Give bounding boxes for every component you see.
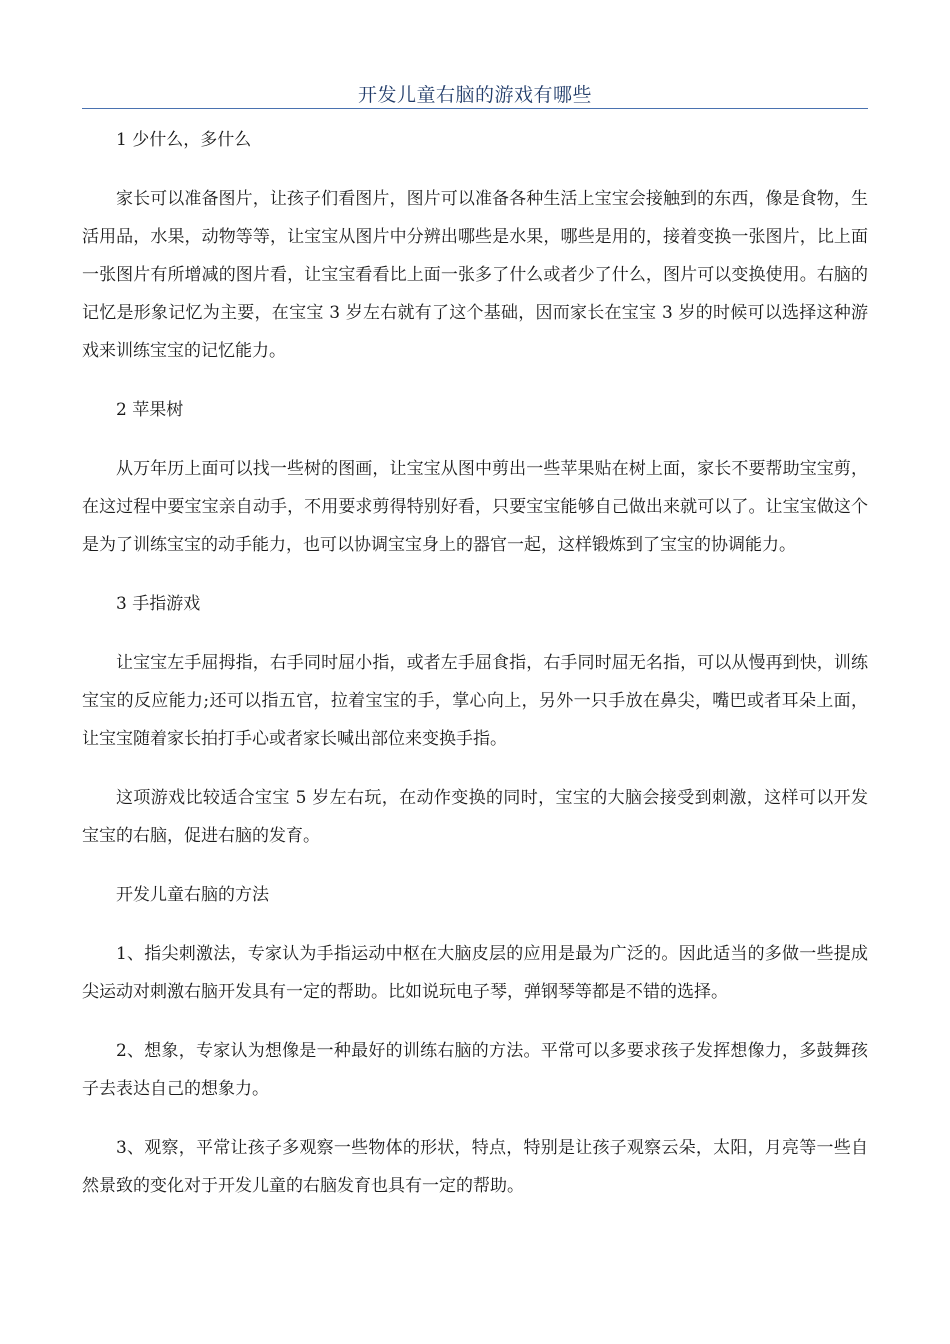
section-paragraph-3: 让宝宝左手屈拇指，右手同时屈小指，或者左手屈食指，右手同时屈无名指，可以从慢再到快，训练宝宝的反应能力;还可以指五官，拉着宝宝的手，掌心向上，另外一只手放在鼻尖，嘴巴或者耳朵上面，让宝宝随着家长拍打手心或者家长喊出部位来变换手指。 xyxy=(82,653,868,749)
method-paragraph-3: 3、观察，平常让孩子多观察一些物体的形状，特点，特别是让孩子观察云朵，太阳，月亮等一些自然景致的变化对于开发儿童的右脑发育也具有一定的帮助。 xyxy=(82,1138,868,1196)
section-heading-methods: 开发儿童右脑的方法 xyxy=(116,885,269,905)
title-underline xyxy=(82,108,868,109)
section-heading-3: 3 手指游戏 xyxy=(116,594,201,614)
document-title: 开发儿童右脑的游戏有哪些 xyxy=(357,84,592,106)
section-paragraph-2: 从万年历上面可以找一些树的图画，让宝宝从图中剪出一些苹果贴在树上面，家长不要帮助宝宝剪，在这过程中要宝宝亲自动手，不用要求剪得特别好看，只要宝宝能够自己做出来就可以了。让宝宝做这个是为了训练宝宝的动手能力，也可以协调宝宝身上的器官一起，这样锻炼到了宝宝的协调能力。 xyxy=(82,459,868,555)
method-paragraph-2: 2、想象，专家认为想像是一种最好的训练右脑的方法。平常可以多要求孩子发挥想像力，多鼓舞孩子去表达自己的想象力。 xyxy=(82,1041,868,1099)
section-heading-2: 2 苹果树 xyxy=(116,400,184,420)
method-paragraph-1: 1、指尖刺激法，专家认为手指运动中枢在大脑皮层的应用是最为广泛的。因此适当的多做一些提成尖运动对刺激右脑开发具有一定的帮助。比如说玩电子琴，弹钢琴等都是不错的选择。 xyxy=(82,944,868,1002)
section-heading-1: 1 少什么，多什么 xyxy=(116,130,252,150)
section-paragraph-4: 这项游戏比较适合宝宝 5 岁左右玩，在动作变换的同时，宝宝的大脑会接受到刺激，这样可以开发宝宝的右脑，促进右脑的发育。 xyxy=(82,788,868,846)
section-paragraph-1: 家长可以准备图片，让孩子们看图片，图片可以准备各种生活上宝宝会接触到的东西，像是食物，生活用品，水果，动物等等，让宝宝从图片中分辨出哪些是水果，哪些是用的，接着变换一张图片，比上面一张图片有所增减的图片看，让宝宝看看比上面一张多了什么或者少了什么，图片可以变换使用。右脑的记忆是形象记忆为主要，在宝宝 3 岁左右就有了这个基础，因而家长在宝宝 3 岁的时候可以选择这种游戏来训练宝宝的记忆能力。 xyxy=(82,189,868,361)
document-body xyxy=(82,121,868,1226)
